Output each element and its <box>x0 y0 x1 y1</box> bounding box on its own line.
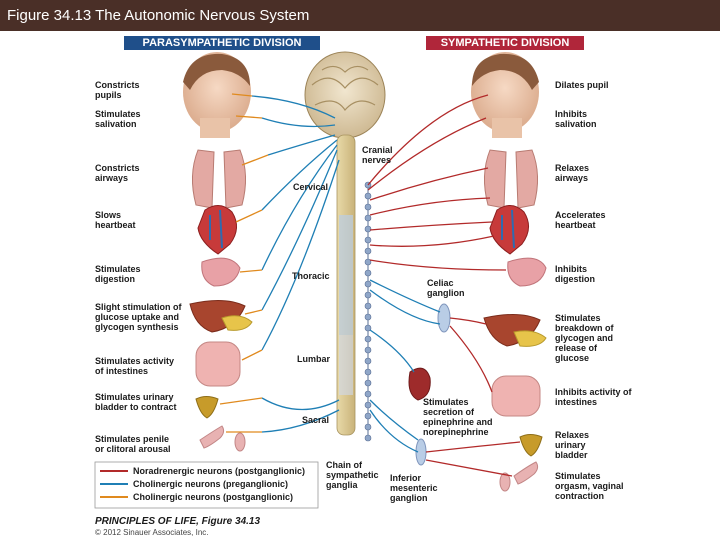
pancreas-left <box>222 316 252 331</box>
para-label-digestion: Stimulates digestion <box>95 264 141 284</box>
para-label-pupils: Constricts pupils <box>95 80 140 100</box>
symp-label-airways: Relaxes airways <box>555 163 590 183</box>
heart-left <box>198 205 237 254</box>
lungs-right <box>484 150 537 208</box>
thoracic-region <box>339 215 353 335</box>
para-label-airways: Constricts airways <box>95 163 140 183</box>
heart-right <box>490 205 529 254</box>
symp-label-pupil: Dilates pupil <box>555 80 609 90</box>
sympathetic-header: SYMPATHETIC DIVISION <box>426 36 584 50</box>
para-label-glucose: Slight stimulation of glucose uptake and glycogen synthesis <box>95 302 182 332</box>
bladder-left <box>196 397 218 419</box>
para-label-bladder: Stimulates urinary bladder to contract <box>95 392 177 412</box>
label-thoracic: Thoracic <box>292 271 330 281</box>
symp-label-intestines: Inhibits activity of intestines <box>555 387 632 407</box>
lumbar-region <box>339 335 353 395</box>
adrenal-gland <box>409 368 430 400</box>
label-lumbar: Lumbar <box>297 354 331 364</box>
symp-label-bladder: Relaxes urinary bladder <box>555 430 590 460</box>
legend-noradrenergic: Noradrenergic neurons (postganglionic) <box>133 466 306 476</box>
label-chain-ganglia: Chain of sympathetic ganglia <box>326 460 379 490</box>
figure-title: Figure 34.13 The Autonomic Nervous System <box>7 7 310 24</box>
symp-label-orgasm: Stimulates orgasm, vaginal contraction <box>555 471 624 501</box>
symp-label-glycogen: Stimulates breakdown of glycogen and release of glucose <box>555 313 614 363</box>
pancreas-right <box>514 331 546 346</box>
label-sacral: Sacral <box>302 415 330 425</box>
symp-label-salivation: Inhibits salivation <box>555 109 597 129</box>
head-right <box>471 52 539 138</box>
bladder-right <box>520 435 542 457</box>
footer-copyright: © 2012 Sinauer Associates, Inc. <box>95 528 209 537</box>
label-adrenal-secretion: Stimulates secretion of epinephrine and norepinephrine <box>423 397 493 437</box>
lungs-left <box>192 150 245 208</box>
parasympathetic-nerves <box>252 96 339 432</box>
label-celiac-ganglion: Celiac ganglion <box>427 278 465 298</box>
genitals-left-2 <box>235 433 245 451</box>
stomach-right <box>508 258 546 286</box>
para-label-heartbeat: Slows heartbeat <box>95 210 136 230</box>
para-label-salivation: Stimulates salivation <box>95 109 141 129</box>
genitals-right-1 <box>514 462 538 484</box>
para-label-intestines: Stimulates activity of intestines <box>95 356 175 376</box>
parasympathetic-header: PARASYMPATHETIC DIVISION <box>124 36 320 50</box>
brain <box>305 52 385 138</box>
footer-source: PRINCIPLES OF LIFE, Figure 34.13 <box>95 516 261 527</box>
stomach-left <box>202 258 240 286</box>
label-cervical: Cervical <box>293 182 329 192</box>
intestines-left <box>196 342 240 386</box>
sympathetic-chain <box>365 182 371 441</box>
symp-label-digestion: Inhibits digestion <box>555 264 595 284</box>
genitals-left-1 <box>200 426 224 448</box>
celiac-ganglion <box>438 304 450 332</box>
legend-cholinergic-pre: Cholinergic neurons (preganglionic) <box>133 479 289 489</box>
para-label-arousal: Stimulates penile or clitoral arousal <box>95 434 171 454</box>
label-cranial-nerves: Cranial nerves <box>362 145 393 165</box>
symp-label-heartbeat: Accelerates heartbeat <box>555 210 606 230</box>
legend-cholinergic-post: Cholinergic neurons (postganglionic) <box>133 492 294 502</box>
label-inferior-mesenteric: Inferior mesenteric ganglion <box>390 473 438 503</box>
